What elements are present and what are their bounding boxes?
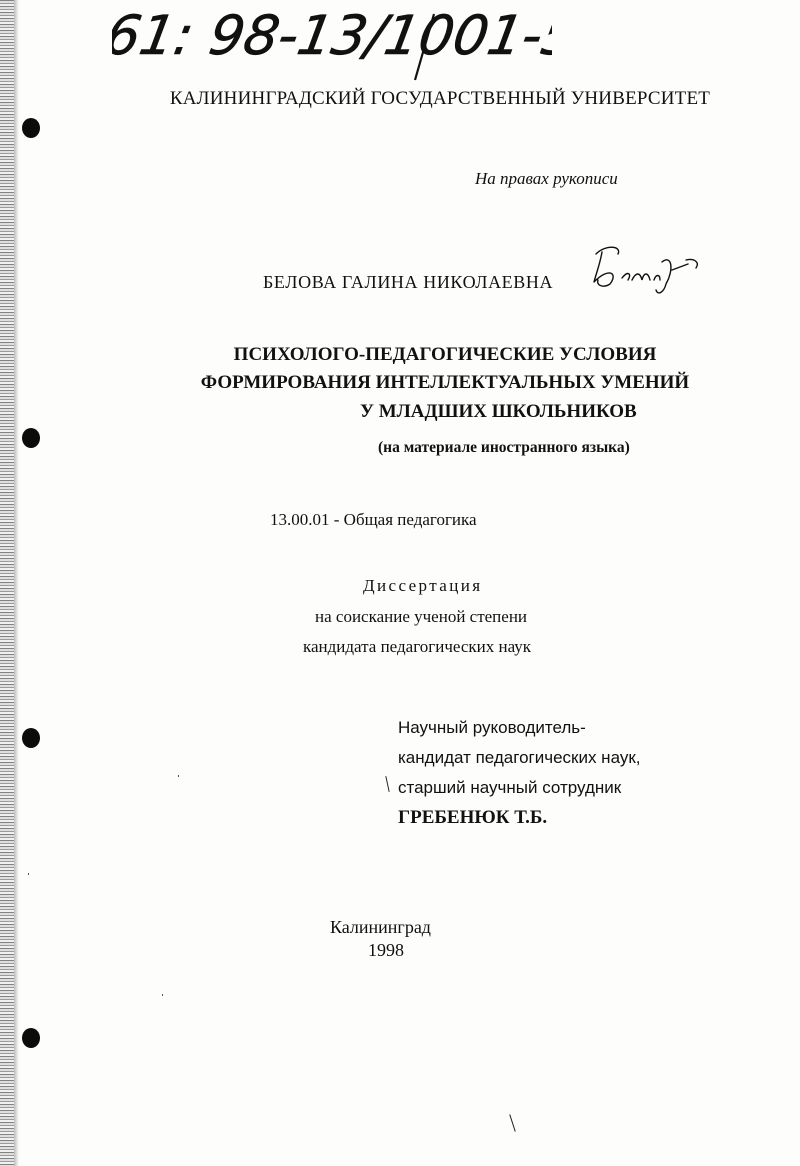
punch-hole-icon: [22, 1028, 40, 1048]
advisor-name: ГРЕБЕНЮК Т.Б.: [398, 807, 548, 828]
document-type: Диссертация: [363, 576, 483, 595]
scan-speck: [28, 873, 29, 875]
svg-text:61: 98-13/1001-5: 61: 98-13/1001-5: [112, 3, 552, 67]
degree-line-2: кандидата педагогических наук: [303, 637, 532, 656]
advisor-role: Научный руководитель-: [398, 718, 586, 737]
dissertation-title-line-3: У МЛАДШИХ ШКОЛЬНИКОВ: [360, 401, 637, 422]
scan-artifact: [385, 776, 389, 792]
dissertation-title-line-1: ПСИХОЛОГО-ПЕДАГОГИЧЕСКИЕ УСЛОВИЯ: [233, 344, 657, 365]
publication-year: 1998: [368, 940, 404, 960]
advisor-position: старший научный сотрудник: [398, 778, 622, 797]
dissertation-title-line-2: ФОРМИРОВАНИЯ ИНТЕЛЛЕКТУАЛЬНЫХ УМЕНИЙ: [200, 372, 690, 393]
advisor-degree: кандидат педагогических наук,: [398, 748, 641, 767]
speciality-code: 13.00.01 - Общая педагогика: [270, 510, 477, 529]
punch-hole-icon: [22, 428, 40, 448]
scan-artifact: [509, 1114, 516, 1131]
scan-speck: [178, 775, 179, 777]
manuscript-rights-note: На правах рукописи: [475, 169, 618, 188]
punch-hole-icon: [22, 728, 40, 748]
dissertation-subtitle: (на материале иностранного языка): [378, 439, 630, 456]
author-signature: [588, 240, 708, 300]
handwritten-catalog-number: [112, 2, 552, 82]
degree-line-1: на соискание ученой степени: [315, 607, 528, 626]
punch-hole-icon: [22, 118, 40, 138]
university-name: КАЛИНИНГРАДСКИЙ ГОСУДАРСТВЕННЫЙ УНИВЕРСИТЕТ: [169, 88, 711, 109]
author-name: БЕЛОВА ГАЛИНА НИКОЛАЕВНА: [263, 272, 554, 292]
publication-city: Калининград: [330, 917, 431, 937]
binding-shadow: [14, 0, 19, 1166]
scan-speck: [162, 994, 163, 996]
binding-edge: [0, 0, 14, 1166]
